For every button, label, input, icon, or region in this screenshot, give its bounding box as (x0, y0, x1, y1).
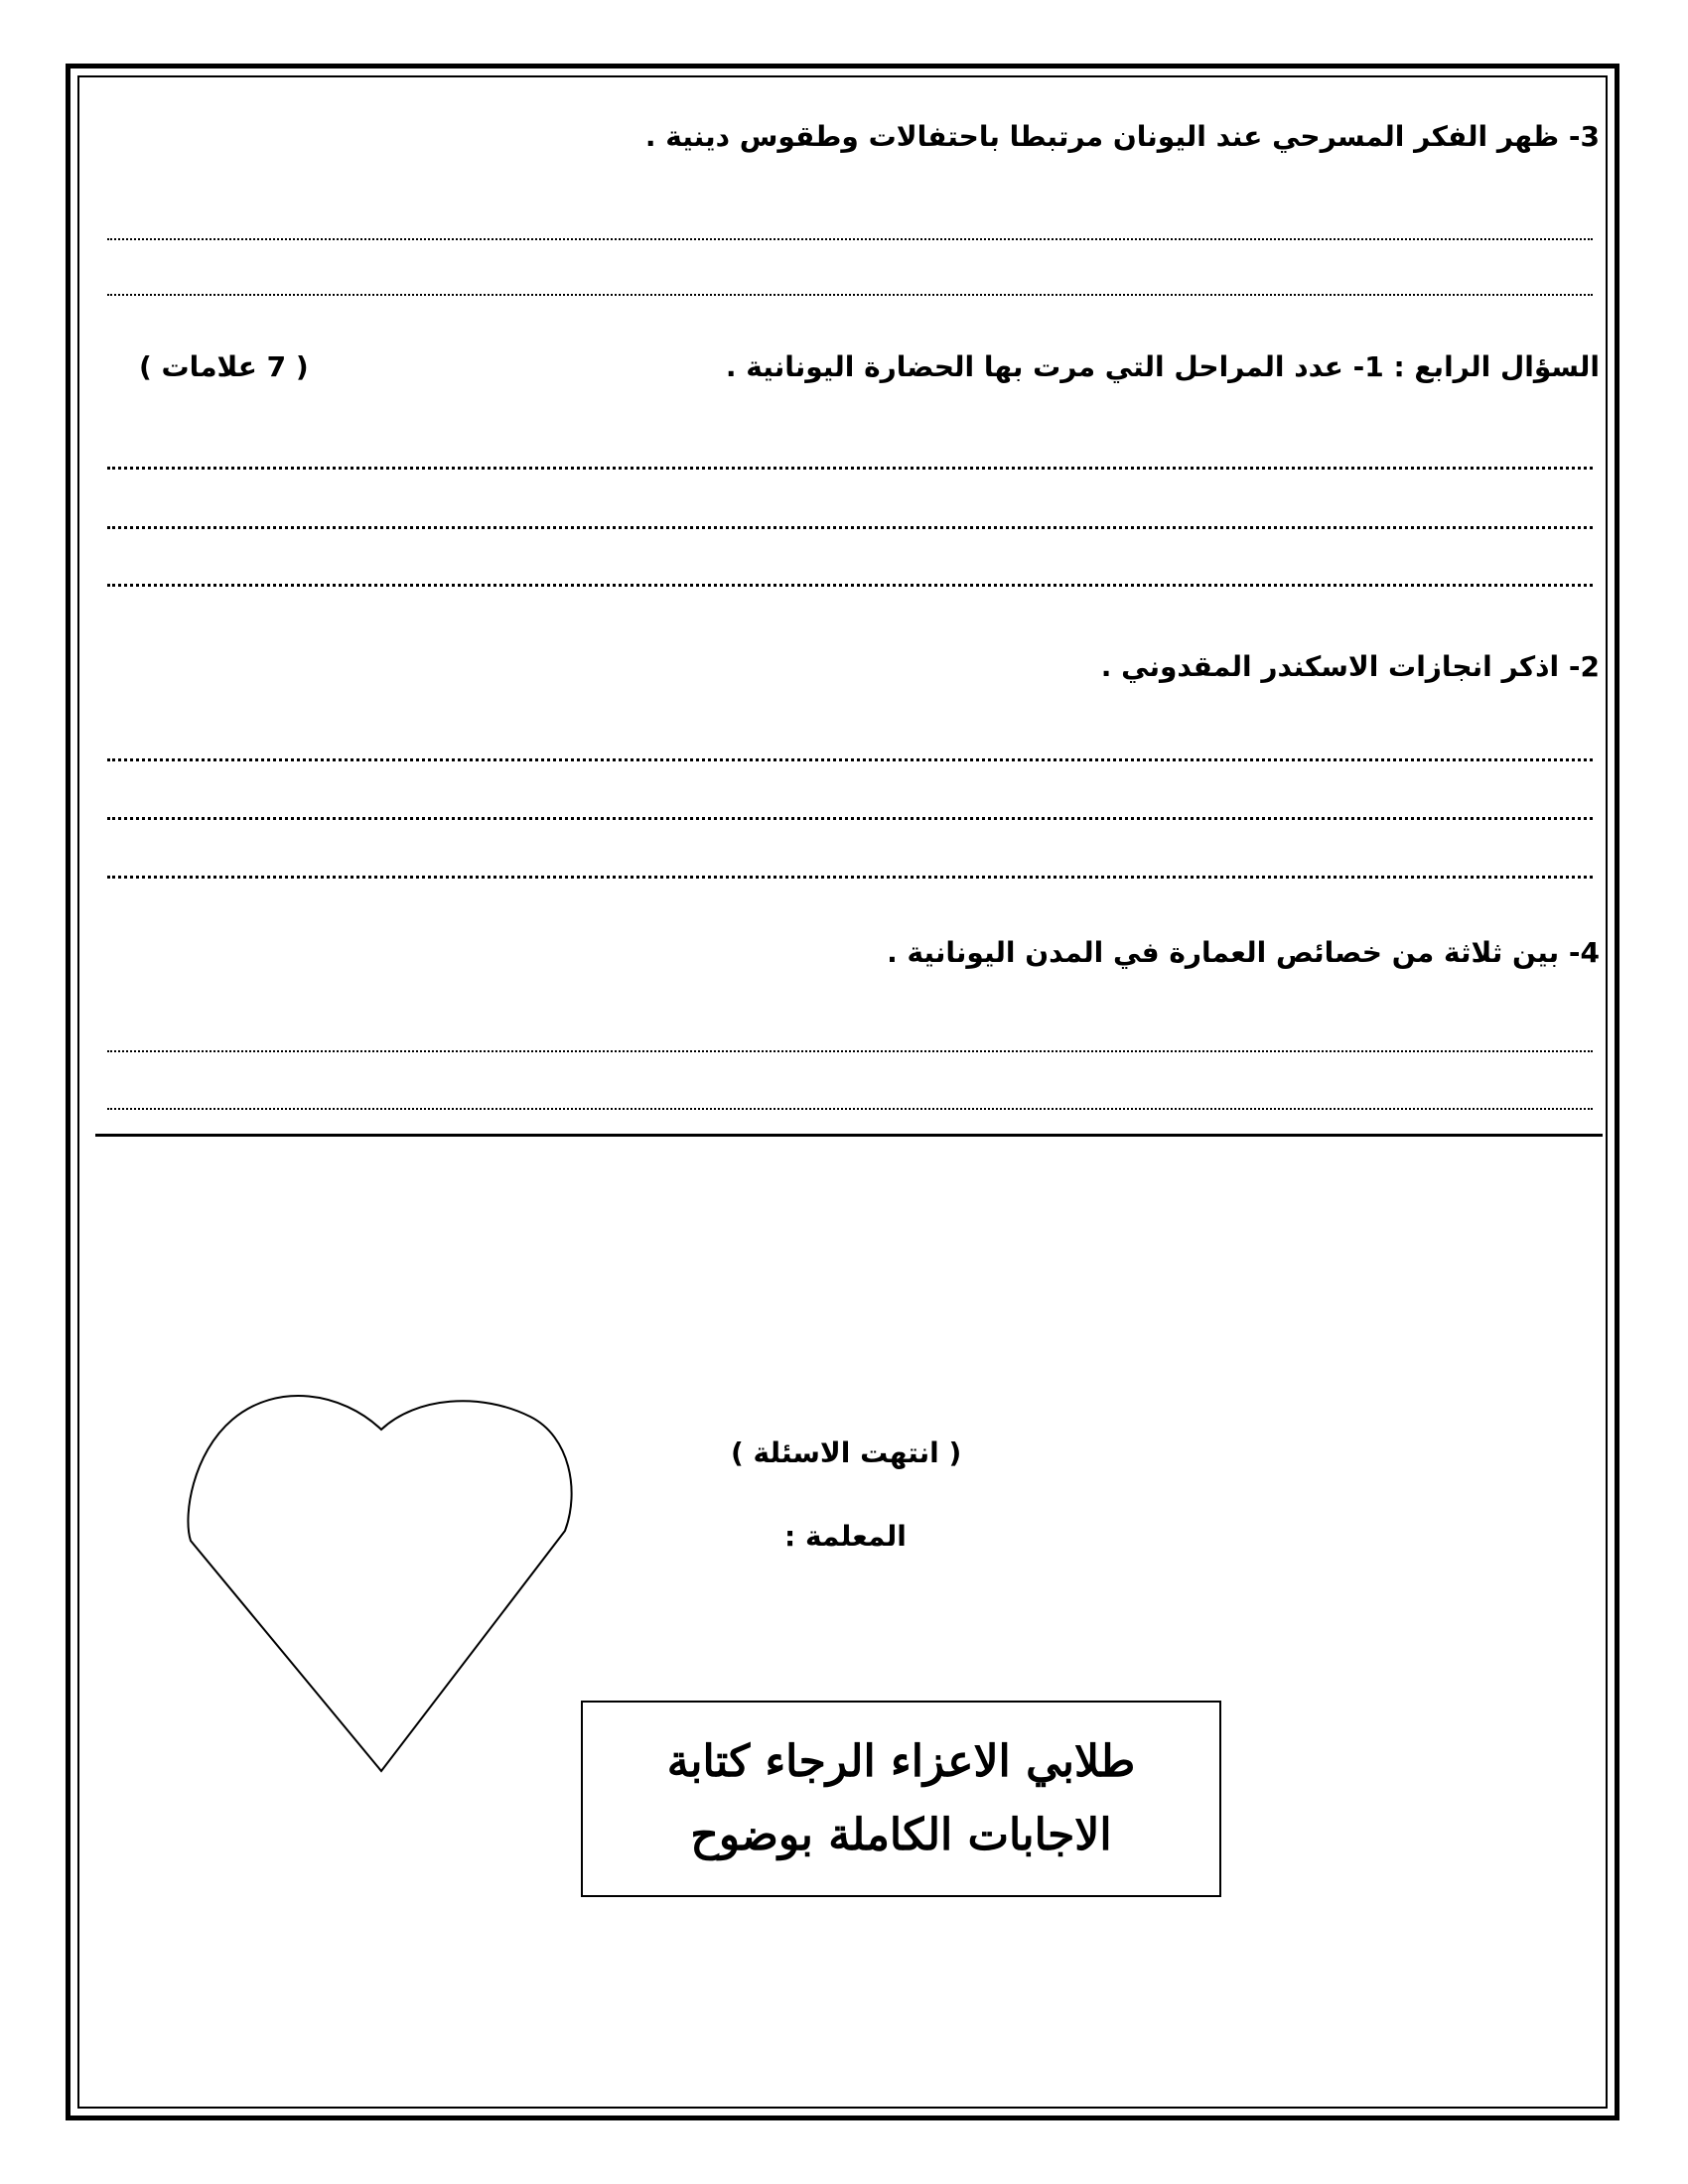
question-3-text: 3- ظهر الفكر المسرحي عند اليونان مرتبطا باحتفالات وطقوس دينية . (644, 120, 1600, 153)
instruction-line-1: طلابي الاعزاء الرجاء كتابة (666, 1736, 1136, 1787)
answer-line-q4-4-a[interactable] (107, 1050, 1593, 1052)
answer-line-q3-1[interactable] (107, 238, 1593, 240)
question-4-2-text: 2- اذكر انجازات الاسكندر المقدوني . (1100, 650, 1600, 683)
end-of-questions-text: ( انتهت الاسئلة ) (731, 1436, 962, 1469)
instruction-line-2: الاجابات الكاملة بوضوح (690, 1810, 1112, 1860)
question-4-4-text: 4- بين ثلاثة من خصائص العمارة في المدن اليونانية . (887, 936, 1600, 969)
answer-line-q4-1-a[interactable] (107, 467, 1593, 470)
teacher-label: المعلمة : (784, 1520, 907, 1553)
question-4-heading: السؤال الرابع : 1- عدد المراحل التي مرت بها الحضارة اليونانية . (725, 350, 1600, 383)
answer-line-q4-2-b[interactable] (107, 817, 1593, 820)
section-divider (95, 1134, 1603, 1137)
instruction-box (581, 1701, 1221, 1897)
heart-icon (183, 1382, 580, 1779)
answer-line-q4-2-a[interactable] (107, 758, 1593, 761)
question-4-marks: ( 7 علامات ) (139, 350, 309, 383)
answer-line-q4-4-b[interactable] (107, 1108, 1593, 1110)
answer-line-q4-1-c[interactable] (107, 584, 1593, 587)
answer-line-q4-2-c[interactable] (107, 876, 1593, 879)
answer-line-q3-2[interactable] (107, 294, 1593, 296)
answer-line-q4-1-b[interactable] (107, 526, 1593, 529)
